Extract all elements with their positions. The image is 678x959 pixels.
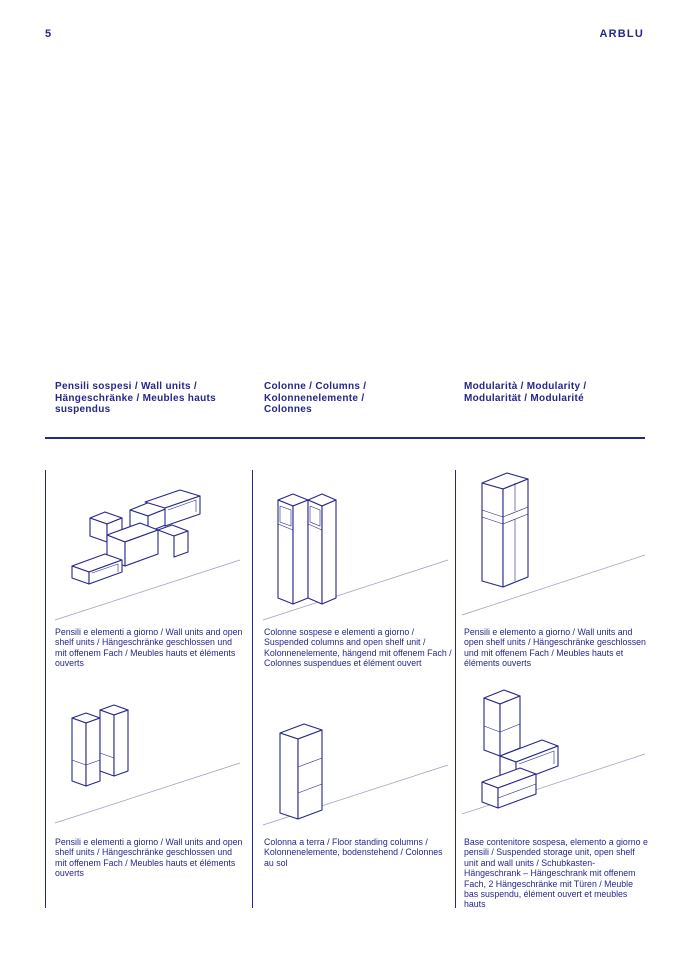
illustration-suspended-columns — [258, 480, 453, 630]
column-divider-2 — [252, 470, 253, 908]
column-title-columns: Colonne / Columns / Kolonnenelemente / Colonnes — [264, 381, 367, 415]
illustration-modularity-tall — [462, 465, 647, 630]
illustration-wall-units-1 — [50, 480, 245, 630]
illustration-wall-units-2 — [50, 698, 245, 838]
caption-modularity-2: Base contenitore sospesa, elemento a giorno e pensili / Suspended storage unit, open shelf unit and wall units / Schubkasten-Hängeschrank – Hängeschrank mit offenem Fach, 2 Hängeschränke mit Türen / Meuble bas suspendu, élément ouvert et meubles hauts — [464, 837, 648, 910]
brand-logo-text: ARBLU — [599, 28, 644, 40]
caption-suspended-columns: Colonne sospese e elementi a giorno / Suspended columns and open shelf unit / Kolonnenelemente, hängend mit offenem Fach / Colonnes suspendues et élément ouvert — [264, 627, 452, 669]
column-divider-3 — [455, 470, 456, 908]
illustration-modularity-composition — [462, 684, 647, 829]
caption-floor-columns: Colonna a terra / Floor standing columns / Kolonnenelemente, bodenstehend / Colonnes au sol — [264, 837, 443, 868]
caption-wall-units-2: Pensili e elementi a giorno / Wall units and open shelf units / Hängeschränke geschlossen und mit offenem Fach / Meubles hauts et éléments ouverts — [55, 837, 243, 879]
page-number: 5 — [45, 28, 52, 40]
caption-modularity-1: Pensili e elemento a giorno / Wall units and open shelf units / Hängeschränke geschlossen und mit offenem Fach / Meubles hauts et éléments ouverts — [464, 627, 646, 669]
column-divider-1 — [45, 470, 46, 908]
illustration-floor-columns — [258, 715, 453, 835]
horizontal-rule — [45, 437, 645, 439]
caption-wall-units-1: Pensili e elementi a giorno / Wall units and open shelf units / Hängeschränke geschlossen und mit offenem Fach / Meubles hauts et éléments ouverts — [55, 627, 243, 669]
column-title-modularity: Modularità / Modularity / Modularität / Modularité — [464, 381, 587, 404]
column-title-wall-units: Pensili sospesi / Wall units / Hängeschränke / Meubles hauts suspendus — [55, 381, 216, 415]
